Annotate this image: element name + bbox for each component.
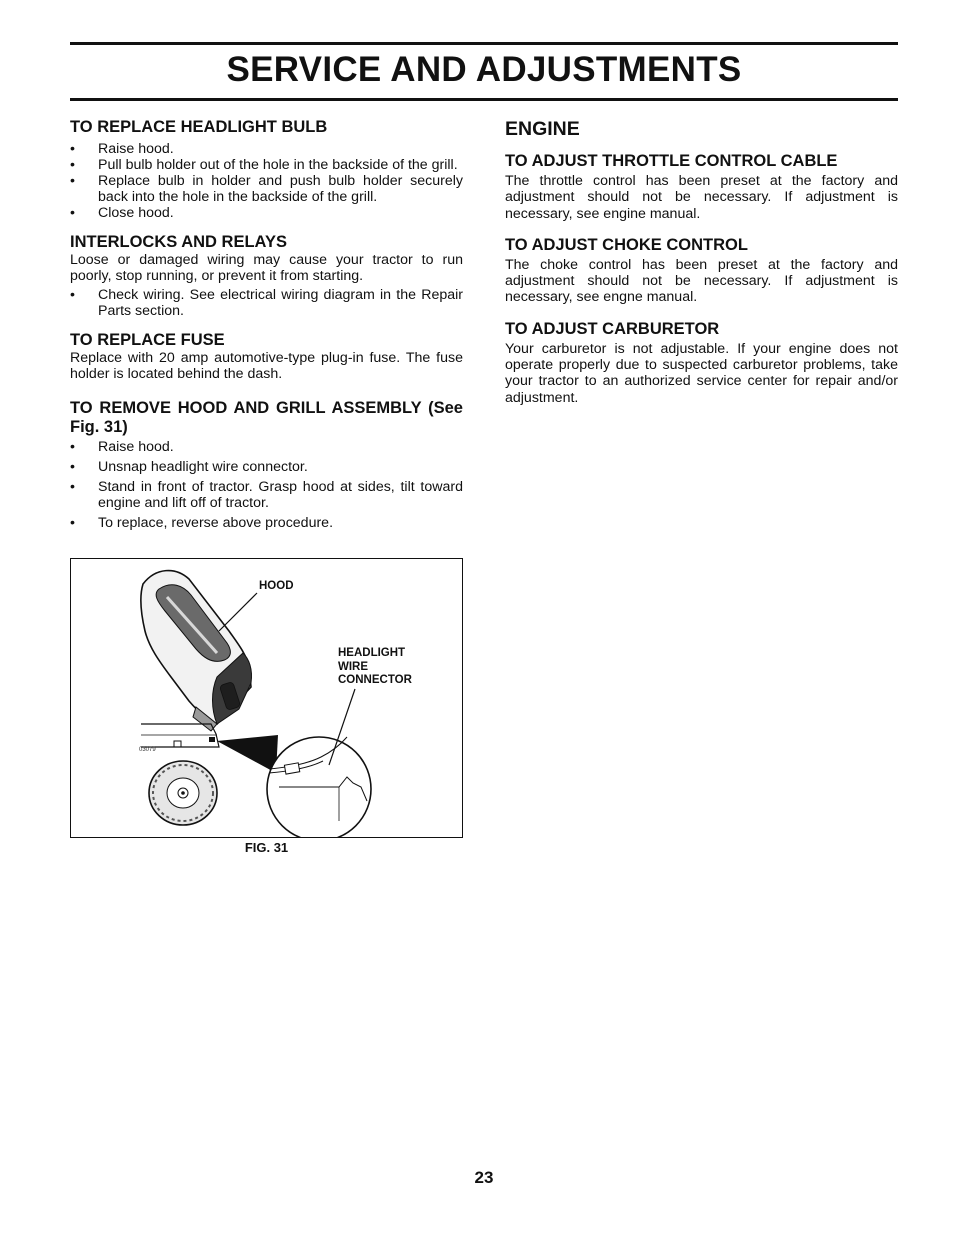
- list-item: • Check wiring. See electrical wiring diagram in the Repair Parts section.: [70, 287, 463, 319]
- section-heading: TO REPLACE HEADLIGHT BULB: [70, 118, 328, 136]
- title-underline-rule: [70, 98, 898, 101]
- section-heading: INTERLOCKS AND RELAYS: [70, 233, 287, 251]
- figure-caption: FIG. 31: [244, 840, 289, 855]
- list-item: • Raise hood.: [70, 141, 463, 157]
- list-item: • Unsnap headlight wire connector.: [70, 459, 463, 475]
- frame-bracket: [174, 741, 181, 747]
- zoom-cone: [217, 735, 278, 773]
- list-item: • Pull bulb holder out of the hole in the backside of the grill.: [70, 157, 463, 173]
- bullet-list: [70, 439, 463, 531]
- hood-leader: [219, 593, 257, 631]
- section-adjust-carburetor: [505, 320, 898, 406]
- section-paragraph: Your carburetor is not adjustable. If your engine does not operate properly due to suspected carburetor problems, take your tractor to an authorized service center for repair and/or adjustment.: [505, 340, 898, 406]
- section-interlocks-and-relays: [70, 233, 463, 319]
- section-paragraph: Replace with 20 amp automotive-type plug-in fuse. The fuse holder is located behind the dash.: [70, 349, 463, 382]
- bullet-list: [70, 141, 463, 221]
- wheel-axle: [181, 791, 185, 795]
- section-paragraph: Loose or damaged wiring may cause your tractor to run poorly, stop running, or prevent it from starting.: [70, 252, 463, 285]
- hood-grill-drawing: [71, 559, 462, 837]
- hood-label: HOOD: [259, 580, 294, 592]
- section-paragraph: The throttle control has been preset at the factory and adjustment should not be necessary. If adjustment is necessary, see engine manual.: [505, 173, 898, 222]
- engine-heading: ENGINE: [505, 118, 580, 140]
- figure-31-illustration: [70, 558, 463, 838]
- section-replace-headlight-bulb: [70, 118, 463, 221]
- label-line: WIRE: [338, 660, 369, 673]
- list-item: • Replace bulb in holder and push bulb holder securely back into the hole in the backside of the grill.: [70, 173, 463, 205]
- list-item: • Close hood.: [70, 205, 463, 221]
- section-adjust-throttle-cable: [505, 152, 898, 222]
- list-item: • Stand in front of tractor. Grasp hood at sides, tilt toward engine and lift off of tractor.: [70, 479, 463, 511]
- zoom-connector: [284, 763, 299, 774]
- section-heading: TO REMOVE HOOD AND GRILL ASSEMBLY (See Fig. 31): [70, 399, 463, 437]
- section-paragraph: The choke control has been preset at the factory and adjustment should not be necessary. If adjustment is necessary, see engne manual.: [505, 256, 898, 306]
- right-column: [505, 118, 898, 406]
- bullet-list: [70, 287, 463, 319]
- section-heading: TO REPLACE FUSE: [70, 330, 225, 349]
- label-line: CONNECTOR: [338, 674, 412, 686]
- section-heading: TO ADJUST CARBURETOR: [505, 319, 720, 338]
- list-item: • Raise hood.: [70, 439, 463, 455]
- section-adjust-choke-control: [505, 236, 898, 306]
- section-remove-hood-and-grill: [70, 399, 463, 531]
- label-line: HEADLIGHT: [338, 647, 406, 659]
- section-replace-fuse: [70, 331, 463, 383]
- page-number: 23: [474, 1168, 494, 1187]
- section-heading: TO ADJUST THROTTLE CONTROL CABLE: [505, 152, 838, 170]
- list-item: • To replace, reverse above procedure.: [70, 515, 463, 531]
- section-heading: TO ADJUST CHOKE CONTROL: [505, 235, 748, 254]
- top-rule: [70, 42, 898, 45]
- headlight-wire-connector-label: [338, 647, 412, 688]
- frame-clip: [209, 737, 215, 742]
- figure-reference-code: 03079: [139, 747, 156, 753]
- page-title: SERVICE AND ADJUSTMENTS: [226, 50, 742, 89]
- left-column: [70, 118, 463, 531]
